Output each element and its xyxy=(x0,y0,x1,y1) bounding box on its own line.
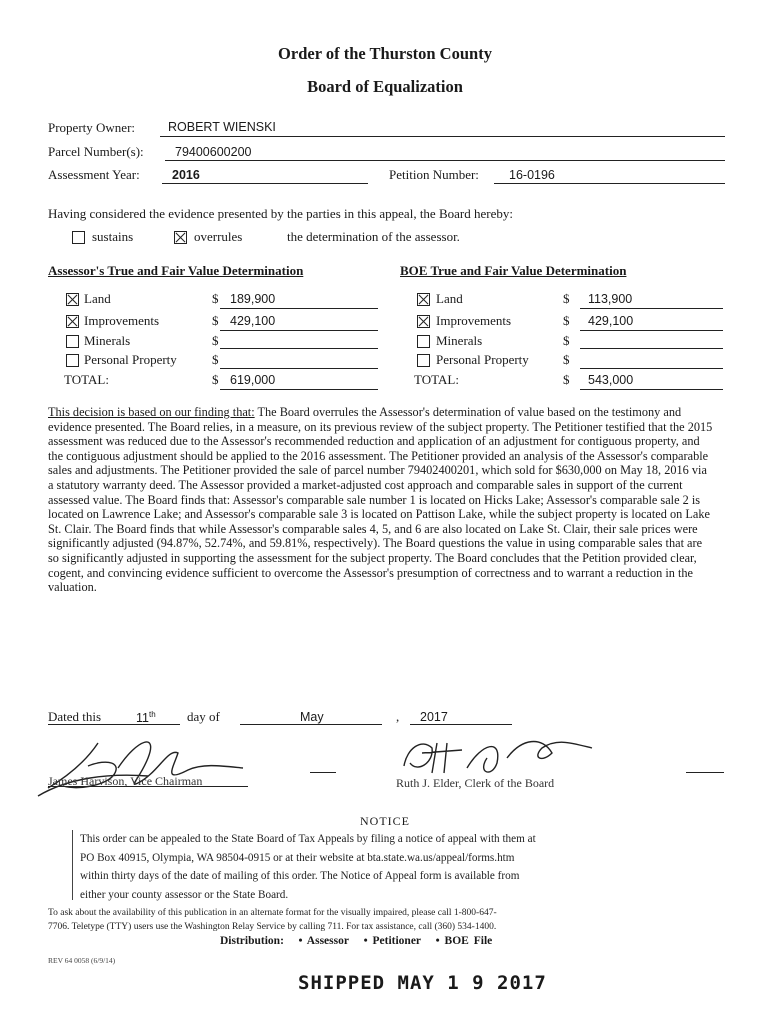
clerk-name: Ruth J. Elder, Clerk of the Board xyxy=(396,776,555,790)
assessor-personal-property-checkbox[interactable] xyxy=(66,354,79,367)
overrules-checkbox[interactable] xyxy=(174,231,187,244)
chairman-name: James Harvison, Vice Chairman xyxy=(48,774,203,788)
form-id: REV 64 0058 (6/9/14) xyxy=(48,956,116,965)
notice-text xyxy=(80,830,686,904)
assessor-personal-property-underline xyxy=(220,368,378,369)
boe-improvements-value: 429,100 xyxy=(588,314,634,328)
petition-underline xyxy=(494,183,725,184)
boe-land-label: Land xyxy=(436,291,463,306)
shipped-stamp: SHIPPED MAY 1 9 2017 xyxy=(298,972,547,994)
notice-line: This order can be appealed to the State Board of Tax Appeals by filing a notice of appeal with them at xyxy=(80,833,536,845)
boe-land-checkbox[interactable] xyxy=(417,293,430,306)
ruling-suffix: the determination of the assessor. xyxy=(287,229,460,244)
dated-year-underline xyxy=(410,724,512,725)
order-title: Order of the Thurston County xyxy=(278,44,492,63)
accessibility-line-2: 7706. Teletype (TTY) users use the Washington Relay Service by calling 711. For tax assistance, call (360) 534-1400. xyxy=(48,922,497,932)
year-label: Assessment Year: xyxy=(48,167,140,182)
assessor-land-label: Land xyxy=(84,291,111,306)
assessor-personal-property-label: Personal Property xyxy=(84,352,177,367)
boe-improvements-underline xyxy=(580,330,723,331)
distribution xyxy=(220,935,492,947)
assessor-land-currency: $ xyxy=(212,291,219,306)
assessor-land-underline xyxy=(220,308,378,309)
notice-line: within thirty days of the date of mailing of this order. The Notice of Appeal form is available from xyxy=(80,870,520,882)
dated-comma: , xyxy=(396,709,400,724)
assessor-total-label: TOTAL: xyxy=(64,372,109,387)
boe-personal-property-currency: $ xyxy=(563,352,570,367)
assessor-minerals-underline xyxy=(220,348,378,349)
boe-personal-property-label: Personal Property xyxy=(436,352,529,367)
assessor-improvements-value: 429,100 xyxy=(230,314,276,328)
dated-day-suffix: th xyxy=(148,710,156,719)
distribution-petitioner: • Petitioner xyxy=(363,935,422,947)
boe-land-currency: $ xyxy=(563,291,570,306)
dated-month: May xyxy=(300,710,324,724)
assessor-minerals-checkbox[interactable] xyxy=(66,335,79,348)
assessor-total-currency: $ xyxy=(212,372,219,387)
dated-day xyxy=(136,710,156,725)
boe-personal-property-checkbox[interactable] xyxy=(417,354,430,367)
sustains-checkbox[interactable] xyxy=(72,231,85,244)
boe-total-value: 543,000 xyxy=(588,373,634,387)
petition-value: 16-0196 xyxy=(509,168,555,182)
boe-minerals-underline xyxy=(580,348,723,349)
signature-dash-1 xyxy=(310,772,336,773)
assessor-total-underline xyxy=(220,389,378,390)
sustains-label: sustains xyxy=(92,229,134,244)
notice-title: NOTICE xyxy=(360,814,410,828)
owner-label: Property Owner: xyxy=(48,120,136,135)
boe-personal-property-underline xyxy=(580,368,723,369)
assessor-personal-property-currency: $ xyxy=(212,352,219,367)
parcel-label: Parcel Number(s): xyxy=(48,144,144,159)
assessor-minerals-label: Minerals xyxy=(84,333,131,348)
owner-value: ROBERT WIENSKI xyxy=(168,120,276,134)
signature-dash-2 xyxy=(686,772,724,773)
boe-minerals-checkbox[interactable] xyxy=(417,335,430,348)
dated-year: 2017 xyxy=(420,710,448,724)
notice-line: PO Box 40915, Olympia, WA 98504-0915 or at their website at bta.state.wa.us/appeal/forms.htm xyxy=(80,851,515,864)
petition-label: Petition Number: xyxy=(389,167,479,182)
boe-land-underline xyxy=(580,308,723,309)
decision-paragraph xyxy=(48,405,714,595)
boe-total-currency: $ xyxy=(563,372,570,387)
notice-line: either your county assessor or the State Board. xyxy=(80,888,289,901)
year-value: 2016 xyxy=(172,168,200,182)
boe-total-label: TOTAL: xyxy=(414,372,459,387)
boe-heading: BOE True and Fair Value Determination xyxy=(400,263,627,278)
ruling-intro: Having considered the evidence presented by the parties in this appeal, the Board hereby: xyxy=(48,206,513,221)
boe-minerals-label: Minerals xyxy=(436,333,483,348)
dated-day-underline xyxy=(108,724,180,725)
boe-total-underline xyxy=(580,389,723,390)
assessor-land-checkbox[interactable] xyxy=(66,293,79,306)
boe-improvements-currency: $ xyxy=(563,313,570,328)
parcel-underline xyxy=(165,160,725,161)
owner-underline xyxy=(160,136,725,137)
board-title: Board of Equalization xyxy=(307,77,463,96)
assessor-improvements-checkbox[interactable] xyxy=(66,315,79,328)
boe-minerals-currency: $ xyxy=(563,333,570,348)
year-underline xyxy=(162,183,368,184)
overrules-label: overrules xyxy=(194,229,243,244)
boe-land-value: 113,900 xyxy=(588,292,633,306)
distribution-boe-file: • BOE File xyxy=(435,935,493,947)
assessor-improvements-label: Improvements xyxy=(84,313,160,328)
decision-lead: This decision is based on our finding that: xyxy=(48,405,255,419)
assessor-improvements-underline xyxy=(220,330,378,331)
assessor-total-value: 619,000 xyxy=(230,373,276,387)
dated-prefix: Dated this xyxy=(48,709,102,724)
assessor-heading: Assessor's True and Fair Value Determination xyxy=(48,263,304,278)
distribution-assessor: • Assessor xyxy=(298,935,349,947)
parcel-value: 79400600200 xyxy=(175,145,252,159)
dated-day-number: 11 xyxy=(136,711,149,726)
assessor-land-value: 189,900 xyxy=(230,292,276,306)
dated-day-of: day of xyxy=(187,709,220,724)
boe-improvements-label: Improvements xyxy=(436,313,512,328)
distribution-label: Distribution: xyxy=(220,935,284,947)
clerk-signature xyxy=(392,728,612,783)
decision-body: The Board overrules the Assessor's determination of value based on the testimony and evidence presented. The Board relies, in a measure, on its previous review of the subject property. The Petitioner testified that the 2015 assessment was reduced due to the Assessor's recommended reduction and application of an adjustment for contiguous property, and the contiguous adjustment should be applied to the 2016 assessment. The Petitioner provided an analysis of the Assessor's comparable sales and adjustments. The Petitioner provided the sale of parcel number 79402400201, which sold for $630,000 on May 18, 2016 via a statutory warranty deed. The Assessor provided a market-adjusted cost approach and comparable sales in support of the current assessed value. The Board finds that: Assessor's comparable sale number 1 is located on Hicks Lake; Assessor's comparable sale 2 is located on Lawrence Lake; and Assessor's comparable sale 3 is located on Pattison Lake, while the subject property is located on Lake St. Clair. The Board finds that while Assessor's comparable sales 4, 5, and 6 are also located on Lake St. Clair, their sale prices were significantly adjusted (94.87%, 52.74%, and 59.81%, respectively). The Board questions the value in using comparable sales that are so significantly adjusted in supporting the assessment for the subject property. The Board concludes that the Petition provided clear, cogent, and convincing evidence sufficient to overcome the Assessor's presumption of correctness and to warrant a reduction in the valuation. xyxy=(48,405,713,595)
accessibility-line-1: To ask about the availability of this publication in an alternate format for the visually impaired, please call 1-800-647- xyxy=(48,908,497,918)
dated-month-underline xyxy=(240,724,382,725)
boe-improvements-checkbox[interactable] xyxy=(417,315,430,328)
assessor-minerals-currency: $ xyxy=(212,333,219,348)
assessor-improvements-currency: $ xyxy=(212,313,219,328)
dated-prefix-underline xyxy=(48,724,108,725)
